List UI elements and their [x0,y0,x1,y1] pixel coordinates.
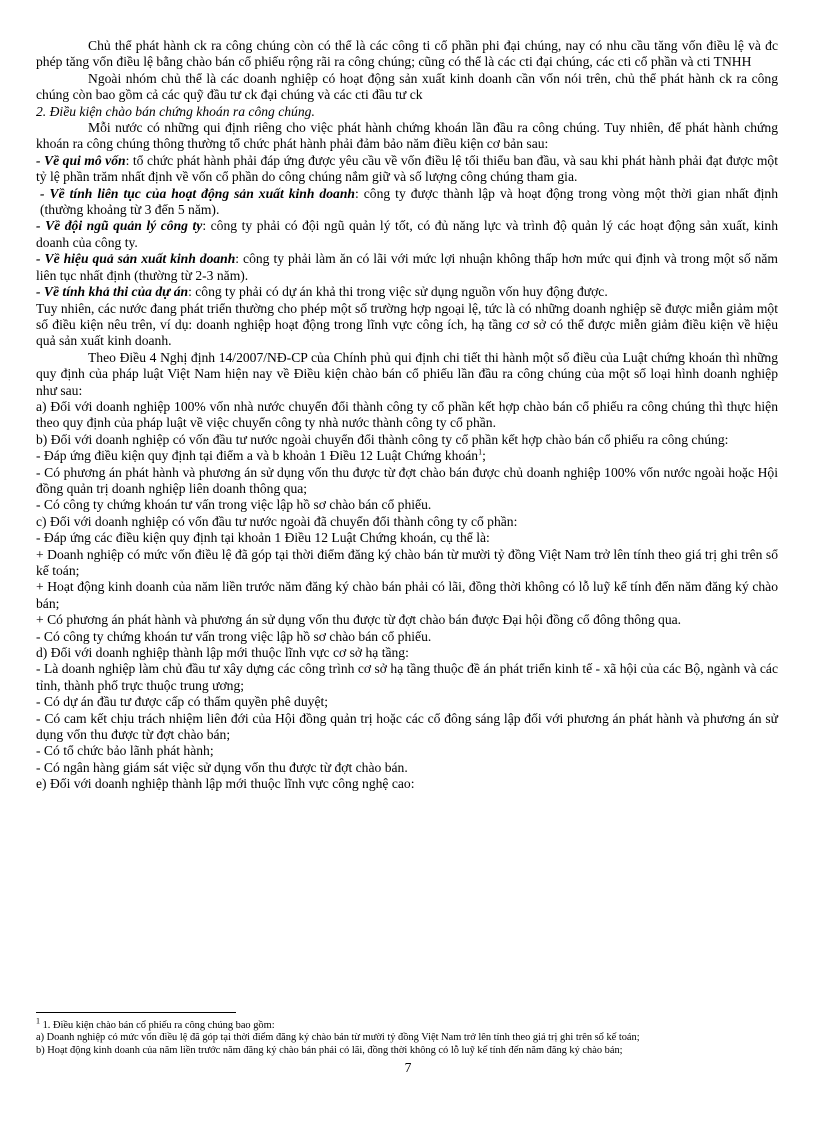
paragraph: Tuy nhiên, các nước đang phát triển thường cho phép một số trường hợp ngoại lệ, tức là có những doanh nghiệp sẽ được miễn giảm một số điều kiện nêu trên, ví dụ: doanh nghiệp hoạt động trong lĩnh vực công ích, hạ tầng cơ sở có thể được miễn giảm điều kiện về hiệu quả sản xuất kinh doanh. [36,300,778,349]
list-item: + Có phương án phát hành và phương án sử dụng vốn thu được từ đợt chào bán được Đại hội đồng cổ đông thông qua. [36,612,682,628]
clause-a: a) Đối với doanh nghiệp 100% vốn nhà nước chuyển đổi thành công ty cổ phần kết hợp chào bán cổ phiếu ra công chúng thì thực hiện theo quy định của pháp luật về việc chuyển công ty nhà nước thành công ty cổ phần. [36,398,778,431]
list-item: - Là doanh nghiệp làm chủ đầu tư xây dựng các công trình cơ sở hạ tầng thuộc đề án phát triển kinh tế - xã hội của các Bộ, ngành và các tỉnh, thành phố trực thuộc trung ương; [36,661,778,693]
paragraph: Theo Điều 4 Nghị định 14/2007/NĐ-CP của Chính phủ qui định chi tiết thi hành một số điều của Luật chứng khoán thì những quy định của pháp luật Việt Nam hiện nay về Điều kiện chào bán cổ phiếu lần đầu ra công chúng của một số loại hình doanh nghiệp như sau: [36,349,778,398]
list-item: + Doanh nghiệp có mức vốn điều lệ đã góp tại thời điểm đăng ký chào bán từ mười tỷ đồng Việt Nam trở lên tính theo giá trị ghi trên sổ kế toán; [36,546,778,578]
clause-c: c) Đối với doanh nghiệp có vốn đầu tư nước ngoài đã chuyển đổi thành công ty cổ phần: [36,513,518,529]
condition-capital [36,153,778,186]
paragraph: Mỗi nước có những qui định riêng cho việc phát hành chứng khoán lần đầu ra công chúng. Tuy nhiên, để phát hành chứng khoán ra công chúng thông thường tổ chức phát hành phải đảm bảo năm điều kiện cơ bản sau: [36,120,778,152]
condition-text: : công ty phải có dự án khả thi trong việc sử dụng nguồn vốn huy động được. [188,284,608,300]
list-item: - Đáp ứng các điều kiện quy định tại khoản 1 Điều 12 Luật Chứng khoán, cụ thể là: [36,530,490,546]
footnote-item: $^1$ 1. Điều kiện chào bán cổ phiếu ra công chúng bao gồm: [36,1016,275,1031]
clause-b: b) Đối với doanh nghiệp có vốn đầu tư nước ngoài chuyển đổi thành công ty cổ phần kết hợp chào bán cổ phiếu ra công chúng: [36,431,729,447]
condition-text: : tổ chức phát hành phải đáp ứng được yêu cầu về vốn điều lệ tối thiểu ban đầu, và sau khi phát hành phải đạt được một tỷ lệ phần trăm nhất định về vốn cổ phần do công chúng nắm giữ và số lượng công chúng tham gia. [36,152,778,185]
condition-label: - Về tính khả thi của dự án [36,284,189,300]
paragraph: Ngoài nhóm chủ thể là các doanh nghiệp có hoạt động sản xuất kinh doanh cần vốn nói trên, chủ thể phát hành ck ra công chúng còn bao gồm cả các quỹ đầu tư ck đại chúng và các cti đầu tư ck [36,70,778,103]
list-item: - Có dự án đầu tư được cấp có thẩm quyền phê duyệt; [36,694,329,710]
condition-continuity [36,186,778,219]
condition-label: - Về qui mô vốn [36,152,126,168]
footnote-item: b) Hoạt động kinh doanh của năm liền trước năm đăng ký chào bán phải có lãi, đồng thời không có lỗ luỹ kế tính đến năm đăng ký chào bán; [36,1044,623,1056]
condition-feasibility [36,284,778,300]
condition-efficiency [36,251,778,284]
condition-label: - Về đội ngũ quản lý công ty [36,218,203,234]
condition-label: - Về hiệu quả sản xuất kinh doanh [36,251,236,267]
list-item: - Có cam kết chịu trách nhiệm liên đới của Hội đồng quản trị hoặc các cổ đông sáng lập đối với phương án phát hành và phương án sử dụng vốn thu được từ đợt chào bán; [36,710,778,743]
condition-text: : công ty phải có đội ngũ quản lý tốt, có đủ năng lực và trình độ quản lý các hoạt động sản xuất, kinh doanh của công ty. [36,218,778,250]
document-body [36,38,778,793]
list-item: - Có phương án phát hành và phương án sử dụng vốn thu được từ đợt chào bán được chủ doanh nghiệp 100% vốn nước ngoài hoặc Hội đồng quản trị doanh nghiệp liên doanh thông qua; [36,464,778,496]
clause-d: d) Đối với doanh nghiệp thành lập mới thuộc lĩnh vực cơ sở hạ tầng: [36,645,409,661]
footnotes [36,1016,778,1057]
list-item: - Có ngân hàng giám sát việc sử dụng vốn thu được từ đợt chào bán. [36,759,408,775]
clause-e: e) Đối với doanh nghiệp thành lập mới thuộc lĩnh vực công nghệ cao: [36,776,415,792]
section-heading: 2. Điều kiện chào bán chứng khoán ra công chúng. [36,103,315,119]
condition-text: : công ty được thành lập và hoạt động trong vòng một thời gian nhất định (thường khoảng từ 3 đến 5 năm). [40,185,778,218]
list-item: - Có công ty chứng khoán tư vấn trong việc lập hồ sơ chào bán cổ phiếu. [36,497,432,513]
footnote-reference[interactable]: 1 [478,447,483,457]
footnote-item: a) Doanh nghiệp có mức vốn điều lệ đã góp tại thời điểm đăng ký chào bán từ mười tỷ đồng Việt Nam trở lên tính theo giá trị ghi trên sổ kế toán; [36,1032,640,1044]
paragraph: Chủ thể phát hành ck ra công chúng còn có thể là các công ti cổ phần phi đại chúng, nay có nhu cầu tăng vốn điều lệ và đc phép tăng vốn điều lệ bằng chào bán cổ phiếu rộng rãi ra công chúng; cũng có thể là các cti đại chúng, các cti cổ phần và cti TNHH [36,38,778,70]
list-item: - Đáp ứng điều kiện quy định tại điểm a và b khoản 1 Điều 12 Luật Chứng khoán$^1$; [36,447,486,464]
list-item: - Có công ty chứng khoán tư vấn trong việc lập hồ sơ chào bán cổ phiếu. [36,628,432,644]
footnote-marker: 1 [36,1016,40,1026]
condition-management [36,218,778,251]
page-number: 7 [404,1060,412,1075]
condition-label: - Về tính liên tục của hoạt động sản xuất kinh doanh [40,185,355,201]
list-item: - Có tổ chức bảo lãnh phát hành; [36,743,214,759]
condition-text: : công ty phải làm ăn có lãi với mức lợi nhuận không thấp hơn mức qui định và trong một số năm liên tục nhất định (thường từ 2-3 năm). [36,251,778,283]
footnote-separator [36,1012,236,1013]
list-item: + Hoạt động kinh doanh của năm liền trước năm đăng ký chào bán phải có lãi, đồng thời không có lỗ luỹ kế tính đến năm đăng ký chào bán; [36,579,778,611]
